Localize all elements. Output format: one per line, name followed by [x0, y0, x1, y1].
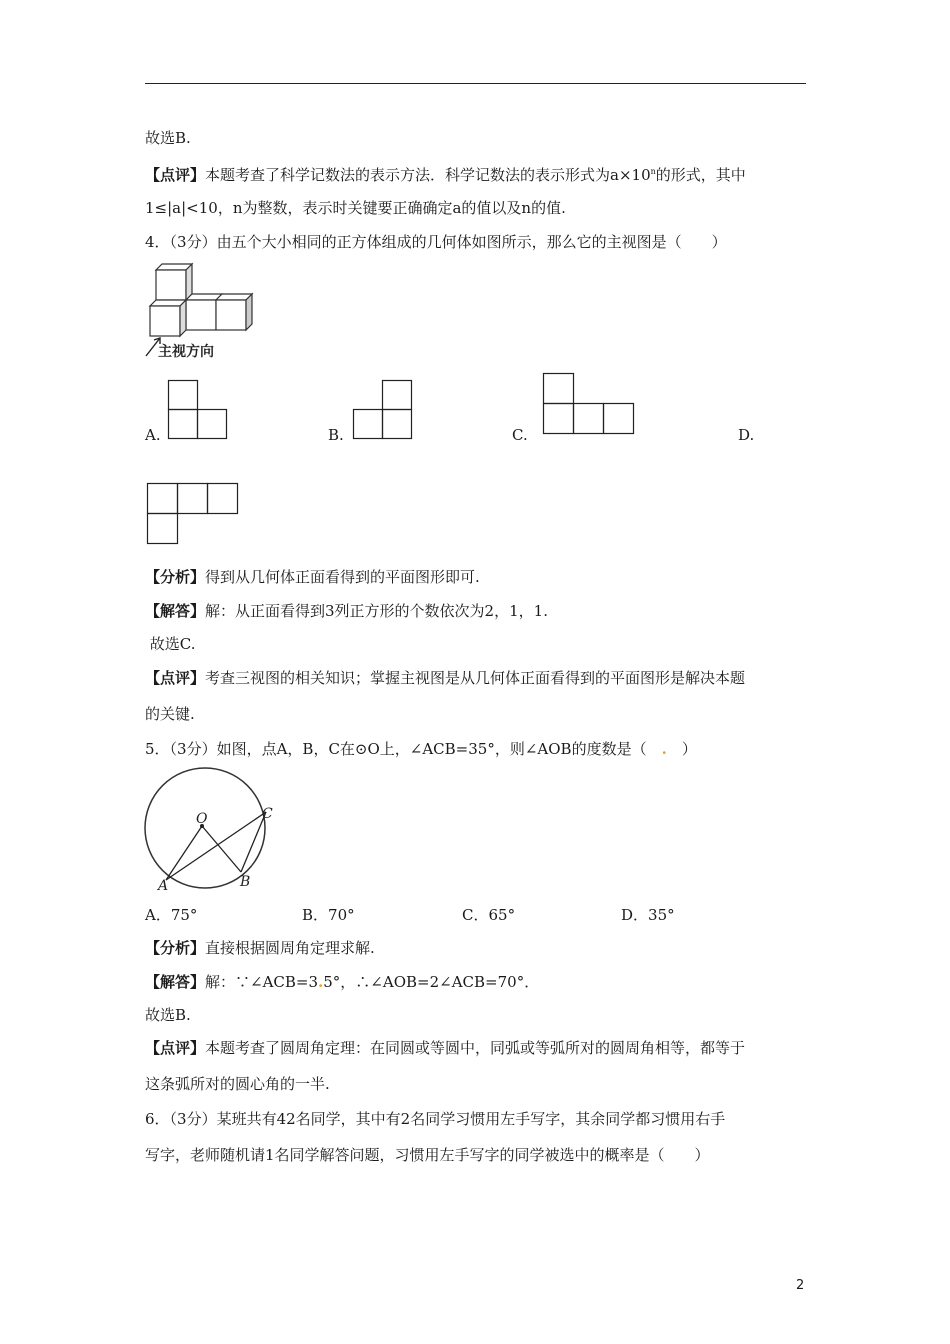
q4-choose: 故选C. — [145, 635, 196, 653]
q5-analysis: 【分析】直接根据圆周角定理求解. — [145, 939, 375, 957]
q5-stem: 5．（3分）如图，点A，B，C在⊙O上，∠ACB=35°，则∠AOB的度数是（ . ） — [145, 740, 697, 758]
q5-option-c: C．65° — [462, 906, 516, 924]
q5-answer: 【解答】解：∵∠ACB=3.5°，∴∠AOB=2∠ACB=70°． — [145, 973, 540, 991]
q3-comment-line-2: 1≤|a|<10，n为整数，表示时关键要正确确定a的值以及n的值. — [145, 199, 566, 217]
q4-solid-figure — [140, 260, 260, 360]
q4-answer: 【解答】解：从正面看得到3列正方形的个数依次为2，1，1. — [145, 602, 548, 620]
q5-circle-figure — [140, 768, 280, 893]
q4-option-d-label: D. — [738, 426, 755, 444]
q5-choose: 故选B. — [145, 1006, 191, 1024]
page-number: 2 — [796, 1278, 805, 1293]
q6-stem-line-1: 6．（3分）某班共有42名同学，其中有2名同学习惯用左手写字，其余同学都习惯用右手 — [145, 1110, 726, 1128]
q4-option-a-label: A. — [145, 426, 161, 444]
q4-option-c-figure — [543, 373, 635, 435]
accent-dot: . — [661, 740, 667, 758]
q5-comment-line-2: 这条弧所对的圆心角的一半. — [145, 1075, 330, 1093]
q4-option-d-figure — [147, 483, 241, 547]
point-label-a: A — [158, 878, 169, 894]
q3-choose: 故选B. — [145, 129, 191, 147]
q4-option-a-figure — [168, 380, 228, 440]
point-label-b: B — [240, 874, 251, 890]
q4-stem: 4．（3分）由五个大小相同的正方体组成的几何体如图所示，那么它的主视图是（ ） — [145, 233, 727, 251]
q4-analysis: 【分析】得到从几何体正面看得到的平面图形即可. — [145, 568, 480, 586]
view-direction-caption: 主视方向 — [158, 344, 214, 360]
point-label-c: C — [262, 806, 273, 822]
point-label-o: O — [196, 811, 208, 827]
q4-comment-line-2: 的关键. — [145, 705, 195, 723]
q4-option-c-label: C. — [512, 426, 528, 444]
q5-option-d: D．35° — [621, 906, 675, 924]
q5-option-b: B．70° — [302, 906, 355, 924]
header-rule — [145, 83, 806, 84]
q6-stem-line-2: 写字，老师随机请1名同学解答问题，习惯用左手写字的同学被选中的概率是（ ） — [145, 1146, 710, 1164]
comment-tag: 【点评】 — [145, 166, 206, 184]
q5-comment-line-1: 【点评】本题考查了圆周角定理：在同圆或等圆中，同弧或等弧所对的圆周角相等，都等于 — [145, 1039, 746, 1057]
q4-option-b-label: B. — [328, 426, 344, 444]
q3-comment-line-1: 【点评】本题考查了科学记数法的表示方法．科学记数法的表示形式为$a\times 10^n$的形式，其中 — [145, 166, 746, 184]
q4-option-b-figure — [353, 380, 413, 440]
answer-accent-dot: . — [318, 973, 324, 991]
q4-comment-line-1: 【点评】考查三视图的相关知识；掌握主视图是从几何体正面看得到的平面图形是解决本题 — [145, 669, 746, 687]
q5-option-a: A．75° — [145, 906, 198, 924]
